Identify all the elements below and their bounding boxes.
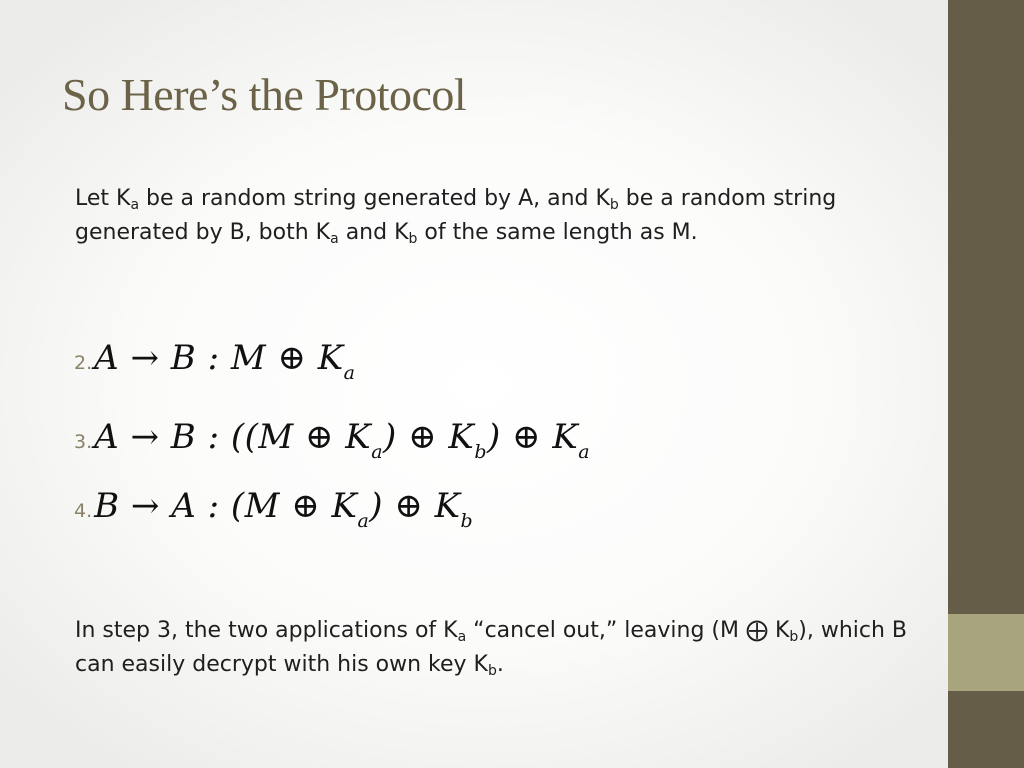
- formula-subscript: a: [357, 510, 370, 532]
- slide-title: So Here’s the Protocol: [62, 69, 467, 120]
- intro-subscript-a-1: a: [130, 197, 140, 213]
- intro-text-2: be a random string generated by A, and K: [139, 186, 610, 211]
- step-number: 3.: [74, 431, 93, 453]
- intro-text-3: be a random string generated by B, both K: [75, 186, 837, 245]
- note-text-4: .: [496, 652, 504, 677]
- sidebar-accent-block: [948, 614, 1024, 691]
- formula-subscript: b: [474, 441, 487, 463]
- protocol-step-2: [74, 338, 356, 384]
- formula-part: A → B : M ⊕ K: [94, 338, 344, 378]
- formula-part: A → B : ((M ⊕ K: [94, 417, 372, 457]
- intro-subscript-a-2: a: [330, 231, 339, 247]
- step-formula: [94, 417, 591, 463]
- formula-part: ) ⊕ K: [486, 417, 579, 457]
- formula-subscript: a: [578, 441, 591, 463]
- note-text-3: ), which B can easily decrypt with his own key K: [75, 618, 908, 677]
- intro-subscript-b-1: b: [609, 197, 619, 213]
- protocol-step-3: [74, 417, 591, 463]
- note-text-2: “cancel out,” leaving (M ⨁ K: [466, 618, 790, 643]
- formula-subscript: b: [460, 510, 474, 532]
- intro-text-1: Let K: [75, 186, 131, 211]
- formula-part: ) ⊕ K: [369, 486, 461, 526]
- step-formula: [94, 338, 356, 384]
- step-number: 4.: [74, 500, 93, 522]
- formula-subscript: a: [371, 441, 384, 463]
- note-subscript-b-1: b: [789, 629, 799, 645]
- formula-subscript: a: [343, 362, 356, 384]
- intro-paragraph: [75, 182, 935, 250]
- intro-text-5: of the same length as M.: [417, 220, 698, 245]
- intro-subscript-b-2: b: [408, 231, 418, 247]
- note-subscript-b-2: b: [487, 663, 497, 679]
- note-subscript-a: a: [457, 629, 467, 645]
- protocol-step-4: [74, 486, 474, 532]
- step-formula: [94, 486, 474, 532]
- intro-text-4: and K: [338, 220, 409, 245]
- note-text-1: In step 3, the two applications of K: [75, 618, 458, 643]
- formula-part: ) ⊕ K: [383, 417, 475, 457]
- explanation-paragraph: [75, 614, 935, 682]
- formula-part: B → A : (M ⊕ K: [94, 486, 358, 526]
- step-number: 2.: [74, 352, 93, 374]
